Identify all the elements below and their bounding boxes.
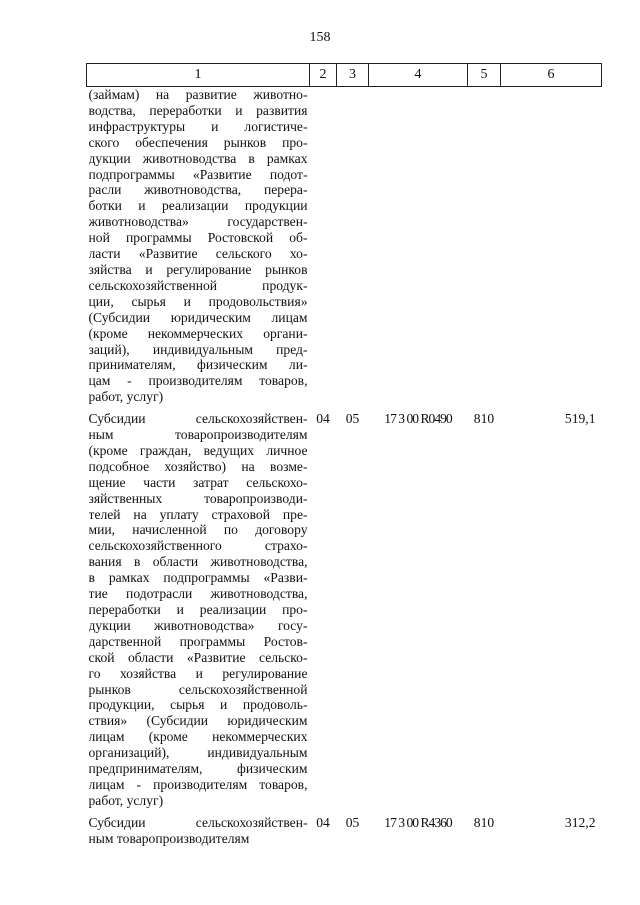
section-code: 04 bbox=[316, 814, 330, 830]
amount-value: 312,2 bbox=[564, 814, 596, 830]
column-header: 2 bbox=[310, 64, 337, 87]
amount-value: 519,1 bbox=[564, 411, 596, 427]
description-line: ствия» (Субсидии юридическим bbox=[88, 713, 308, 729]
description-line: зяйства и регулирование рынков bbox=[88, 261, 308, 277]
description-line: ской области «Развитие сельско- bbox=[88, 649, 308, 665]
description-line: инфраструктуры и логистиче- bbox=[88, 118, 308, 134]
description-line: заций), индивидуальным пред- bbox=[88, 341, 308, 357]
description-line: ботки и реализации продукции bbox=[88, 198, 308, 214]
target-article-code: 17 3 00 R0490 bbox=[384, 411, 452, 427]
description-line: принимателям, физическим ли- bbox=[88, 357, 308, 373]
target-article-code bbox=[369, 87, 468, 406]
description-line: ным товаропроизводителям bbox=[88, 830, 250, 846]
description-line: предпринимателям, физическим bbox=[88, 761, 308, 777]
description-line: Субсидии сельскохозяйствен- bbox=[88, 814, 308, 830]
column-header: 6 bbox=[501, 64, 602, 87]
expense-type-code bbox=[468, 87, 501, 406]
table-row bbox=[87, 87, 602, 406]
description-line: вания в области животноводства, bbox=[88, 554, 308, 570]
description-line: подсобное хозяйство) на возме- bbox=[88, 458, 308, 474]
target-article-code: 17 3 00 R4360 bbox=[384, 814, 452, 830]
section-code: 04 bbox=[316, 411, 330, 427]
description-line: подпрограммы «Развитие подот- bbox=[88, 166, 308, 182]
description-line: работ, услуг) bbox=[88, 792, 164, 808]
section-code bbox=[310, 87, 337, 406]
description-line: организаций), индивидуальным bbox=[88, 745, 308, 761]
description-line: цам - производителям товаров, bbox=[88, 373, 308, 389]
description-line: (кроме некоммерческих органи- bbox=[88, 325, 308, 341]
page-number: 158 bbox=[309, 30, 331, 45]
column-header: 4 bbox=[369, 64, 468, 87]
description-line: зяйственных товаропроизводи- bbox=[88, 490, 308, 506]
description-line: тие подотрасли животноводства, bbox=[88, 586, 308, 602]
description-line: ной программы Ростовской об- bbox=[88, 230, 308, 246]
subsection-code: 05 bbox=[345, 411, 360, 427]
row-description bbox=[87, 87, 310, 406]
description-line: телей на уплату страховой пре- bbox=[88, 506, 308, 522]
description-line: переработки и реализации про- bbox=[88, 602, 308, 617]
description-line: Субсидии сельскохозяйствен- bbox=[88, 411, 308, 427]
row-description bbox=[87, 815, 310, 847]
description-line: (кроме граждан, ведущих личное bbox=[88, 442, 308, 458]
subsection-code: 05 bbox=[345, 814, 360, 830]
amount-value bbox=[501, 87, 602, 406]
description-line: работ, услуг) bbox=[88, 389, 164, 405]
row-description bbox=[87, 411, 310, 809]
description-line: водства, переработки и развития bbox=[88, 102, 308, 118]
description-line: в рамках подпрограммы «Разви- bbox=[88, 570, 308, 586]
expense-type-code: 810 bbox=[473, 411, 495, 427]
description-line: мии, начисленной по договору bbox=[88, 522, 308, 538]
column-header: 5 bbox=[468, 64, 501, 87]
budget-table bbox=[86, 63, 602, 847]
description-line: рынков сельскохозяйственной bbox=[88, 681, 308, 697]
description-line: лицам (кроме некоммерческих bbox=[88, 729, 308, 745]
subsection-code bbox=[337, 87, 369, 406]
description-line: сельскохозяйственного страхо- bbox=[88, 538, 308, 554]
description-line: дарственной программы Ростов- bbox=[88, 633, 308, 649]
description-line: ского обеспечения рынков про- bbox=[88, 134, 308, 150]
description-line: расли животноводства, перера- bbox=[88, 182, 308, 198]
table-header-row bbox=[87, 64, 602, 87]
description-line: (Субсидии юридическим лицам bbox=[88, 309, 308, 325]
expense-type-code: 810 bbox=[473, 814, 495, 830]
description-line: дукции животноводства в рамках bbox=[88, 150, 308, 166]
column-header: 1 bbox=[87, 64, 310, 87]
table-row bbox=[87, 815, 602, 847]
description-line: ции, сырья и продовольствия» bbox=[88, 293, 308, 309]
column-header: 3 bbox=[337, 64, 369, 87]
description-line: дукции животноводства» госу- bbox=[88, 617, 308, 633]
description-line: го хозяйства и регулирование bbox=[88, 665, 308, 681]
description-line: продукции, сырья и продоволь- bbox=[88, 697, 308, 713]
description-line: ласти «Развитие сельского хо- bbox=[88, 246, 308, 262]
description-line: ным товаропроизводителям bbox=[88, 427, 308, 443]
description-line: животноводства» государствен- bbox=[88, 214, 308, 230]
description-line: щение части затрат сельскохо- bbox=[88, 474, 308, 490]
description-line: лицам - производителям товаров, bbox=[88, 776, 308, 792]
table-row bbox=[87, 411, 602, 809]
description-line: сельскохозяйственной продук- bbox=[88, 277, 308, 293]
description-line: (займам) на развитие животно- bbox=[88, 87, 308, 102]
